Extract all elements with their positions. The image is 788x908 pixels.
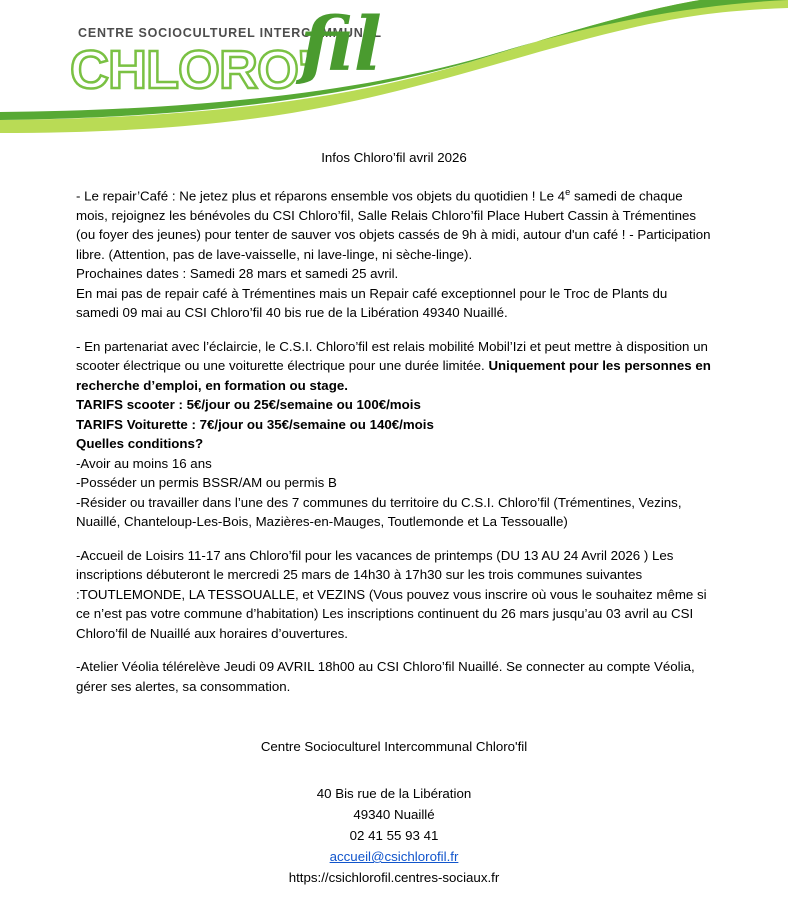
paragraph-mai-troc-plants: En mai pas de repair café à Trémentines mais un Repair café exceptionnel pour le Troc de Plants du samedi 09 mai au CSI Chloro’fil 40 bis rue de la Libération 49340 Nuaillé.: [76, 285, 668, 321]
paragraph-repair-cafe: [76, 183, 712, 264]
footer-website[interactable]: https://csichlorofil.centres-sociaux.fr: [288, 870, 500, 885]
paragraph-run-bold: Uniquement pour les personnes en recherche d’emploi, en formation ou stage.: [76, 358, 711, 393]
footer-phone: 02 41 55 93 41: [349, 828, 439, 843]
paragraph-accueil-loisirs: -Accueil de Loisirs 11-17 ans Chloro’fil pour les vacances de printemps (DU 13 AU 24 Avril 2026 ) Les inscriptions débuteront le mercredi 25 mars de 14h30 à 17h30 sur les trois communes suivantes :TOUTLEMONDE, LA TESSOUALLE, et VEZINS (Vous pouvez vous inscrire où vous le souhaitez même si ce n’est pas votre commune d’habitation) Les inscriptions continuent du 26 mars jusqu’au 03 avril au CSI Chloro’fil de Nuaillé aux horaires d’ouvertures.: [76, 547, 707, 641]
paragraph-run: - En partenariat avec l’éclaircie, le C.S.I. Chloro’fil est relais mobilité Mobil’Izi et peut mettre à disposition un scooter électrique ou une voiturette électrique pour une durée limitée.: [76, 338, 708, 374]
page-title: Infos Chloro’fil avril 2026: [321, 150, 467, 165]
paragraph-condition-communes: -Résider ou travailler dans l’une des 7 communes du territoire du C.S.I. Chloro’fil (Trémentines, Vezins, Nuaillé, Chanteloup-Les-Bois, Mazières-en-Mauges, Toutlemonde et La Tessoualle): [76, 494, 682, 530]
footer-address-line2: 49340 Nuaillé: [353, 807, 435, 822]
logo-wordmark: [70, 26, 490, 99]
paragraph-prochaines-dates: Prochaines dates : Samedi 28 mars et samedi 25 avril.: [76, 266, 399, 282]
paragraph-atelier-veolia: -Atelier Véolia télérelève Jeudi 09 AVRIL 18h00 au CSI Chloro’fil Nuaillé. Se connecter au compte Véolia, gérer ses alertes, sa consommation.: [76, 659, 695, 694]
paragraph-tarifs-voiturette: TARIFS Voiturette : 7€/jour ou 35€/semaine ou 140€/mois: [76, 416, 434, 432]
header-banner: [0, 0, 788, 140]
document-body: [0, 148, 788, 696]
footer-address-line1: 40 Bis rue de la Libération: [316, 786, 472, 801]
footer-organisation: Centre Socioculturel Intercommunal Chloro'fil: [260, 739, 528, 754]
logo-tagline: CENTRE SOCIOCULTUREL INTERCOMMUNAL: [78, 26, 382, 40]
paragraph-run: samedi de chaque mois, rejoignez les bénévoles du CSI Chloro’fil, Salle Relais Chloro’fil Place Hubert Cassin à Trémentines (ou foyer des jeunes) pour tenter de sauver vos objets cassés de 9h à midi, autour d'un café ! - Participation libre. (Attention, pas de lave-vaisselle, ni lave-linge, ni sèche-linge).: [76, 188, 711, 262]
paragraph-condition-age: -Avoir au moins 16 ans: [76, 455, 212, 471]
logo-name-script: fil: [300, 2, 382, 88]
paragraph-run: - Le repair’Café : Ne jetez plus et réparons ensemble vos objets du quotidien ! Le 4: [76, 188, 566, 204]
paragraph-mobilite: [76, 337, 712, 396]
footer-contact-block: [0, 736, 788, 888]
paragraph-quelles-conditions: Quelles conditions?: [76, 436, 204, 452]
ordinal-suffix: e: [565, 187, 571, 197]
logo-name-main: CHLORO': [70, 40, 310, 100]
paragraph-condition-permis: -Posséder un permis BSSR/AM ou permis B: [76, 475, 337, 491]
paragraph-tarifs-scooter: TARIFS scooter : 5€/jour ou 25€/semaine ou 100€/mois: [76, 397, 421, 413]
footer-email-link[interactable]: accueil@csichlorofil.fr: [329, 849, 459, 864]
